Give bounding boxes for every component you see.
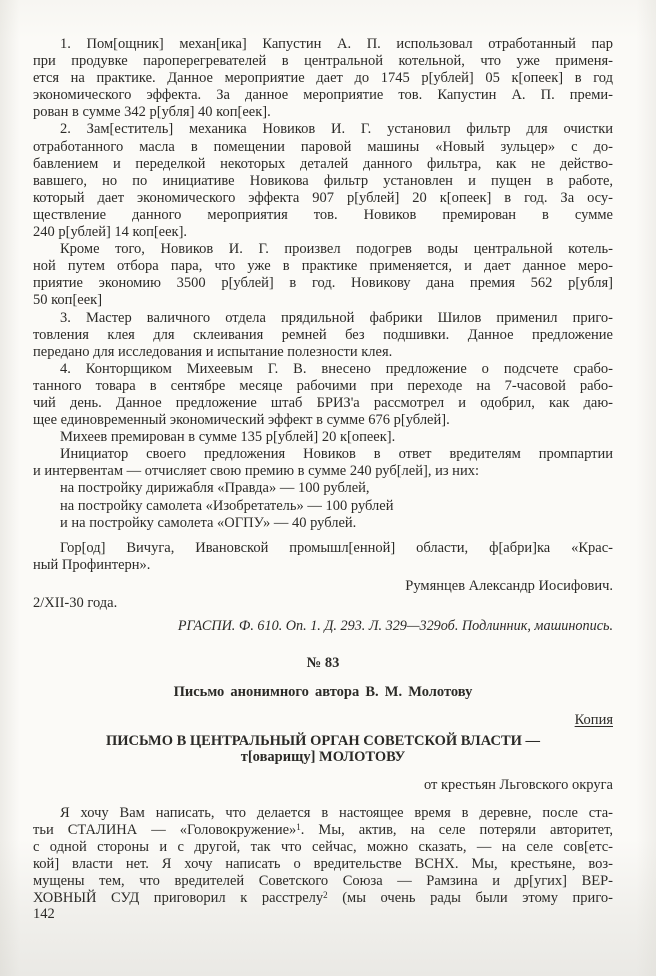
text-line: товления клея для склеивания ремней без подшивки. Данное предложение <box>33 326 613 343</box>
text-line: который дает экономического эффекта 907 р[ублей] 20 к[опеек] в год. За осу- <box>33 189 613 206</box>
doc-82-signature: Румянцев Александр Иосифович. <box>405 577 613 594</box>
item-1 <box>33 36 613 121</box>
page-number: 142 <box>33 906 55 922</box>
doc-83-heading-line1: ПИСЬМО В ЦЕНТРАЛЬНЫЙ ОРГАН СОВЕТСКОЙ ВЛАСТИ — <box>105 733 541 750</box>
text-line: рован в сумме 342 р[убля] 40 коп[еек]. <box>33 104 271 121</box>
text-line: экономического эффекта. За данное мероприятие тов. Капустин А. П. преми- <box>33 87 613 104</box>
doc-83-letter-body <box>33 805 613 908</box>
text-line: вавшего, но по инициативе Новикова фильтр установлен и пущен в работе, <box>33 172 613 189</box>
doc-83-copy-label: Копия <box>574 712 613 729</box>
text-line: мущены тем, что вредителей Советского Союза — Рамзина и др[угих] ВЕР- <box>33 872 613 889</box>
text-line: чий день. Данное предложение штаб БРИЗ'а рассмотрел и одобрил, как даю- <box>33 394 613 411</box>
text-line: на постройку дирижабля «Правда» — 100 рублей, <box>60 480 370 497</box>
doc-82-body <box>33 36 613 574</box>
doc-83-sender: от крестьян Льговского округа <box>423 777 613 794</box>
text-line: ной путем отбора пара, что уже в практике применяется, и дает данное меро- <box>33 258 613 275</box>
doc-83-title: Письмо анонимного автора В. М. Молотову <box>173 684 473 701</box>
text-line: 2. Зам[еститель] механика Новиков И. Г. установил фильтр для очистки <box>60 121 613 138</box>
text-line: 1. Пом[ощник] механ[ика] Капустин А. П. использовал отработанный пар <box>60 36 613 52</box>
footnote-ref: 2 <box>323 890 328 901</box>
paragraph-mikheev-premium <box>33 429 613 446</box>
paragraph-location <box>33 540 613 574</box>
text-line: кой] власти нет. Я хочу написать о вредительстве ВСНХ. Мы, крестьяне, воз- <box>33 855 613 872</box>
text-line: ществление данного мероприятия тов. Новиков премирован в сумме <box>33 206 613 223</box>
text-line: с одной стороны и с другой, так что сейчас, можно сказать, — на селе сов[етс- <box>33 838 613 855</box>
paragraph-novikov-extra <box>33 241 613 309</box>
text-line: Гор[од] Вичуга, Ивановской промышл[енной] области, ф[абри]ка «Крас- <box>60 539 613 556</box>
text-line: Михеев премирован в сумме 135 р[ублей] 20 к[опеек]. <box>60 429 396 446</box>
doc-82-date: 2/XII-30 года. <box>33 595 118 611</box>
text-line: Инициатор своего предложения Новиков в ответ вредителям промпартии <box>60 446 613 463</box>
text-line: тьи СТАЛИНА — «Головокружение»$^1$. Мы, актив, на селе потеряли авторитет, <box>33 821 613 838</box>
footnote-ref: 1 <box>296 821 301 832</box>
text-line: 240 р[ублей] 14 коп[еек]. <box>33 224 188 241</box>
paragraph-premium-donation <box>33 446 613 480</box>
doc-83-heading <box>33 733 613 765</box>
letter-opening <box>33 805 613 908</box>
text-line: 50 коп[еек] <box>33 292 103 309</box>
text-line: щее единовременный экономический эффект в сумме 676 р[ублей]. <box>33 412 450 429</box>
text-line: и на постройку самолета «ОГПУ» — 40 рублей. <box>60 514 357 531</box>
doc-83-number: № 83 <box>306 655 340 672</box>
text-line: бавлением и переделкой некоторых деталей данного фильтра, как не действо- <box>33 155 613 172</box>
text-line: Я хочу Вам написать, что делается в настоящее время в деревне, после ста- <box>60 804 613 821</box>
text-line: танного товара в сентябре месяце рабочими при переходе на 7-часовой рабо- <box>33 377 613 394</box>
item-2 <box>33 121 613 241</box>
text-line: отработанного масла в помещении паровой машины «Новый зульцер» с до- <box>33 138 613 155</box>
text-line: и интервентам — отчисляет свою премию в сумме 240 руб[лей], из них: <box>33 463 479 480</box>
donation-list <box>33 480 613 531</box>
text-line: 4. Конторщиком Михеевым Г. В. внесено предложение о подсчете срабо- <box>60 360 613 377</box>
text-line: на постройку самолета «Изобретатель» — 100 рублей <box>60 497 394 514</box>
text-line: ХОВНЫЙ СУД приговорил к расстрелу$^2$ (мы очень рады были этому приго- <box>33 890 613 907</box>
item-3 <box>33 310 613 361</box>
text-line: ется на практике. Данное мероприятие дает до 1745 р[ублей] 05 к[опеек] в год <box>33 70 613 87</box>
text-line: 3. Мастер валичного отдела прядильной фабрики Шилов применил приго- <box>60 309 613 326</box>
doc-82-archive-citation: РГАСПИ. Ф. 610. Оп. 1. Д. 293. Л. 329—329об. Подлинник, машинопись. <box>177 618 613 635</box>
text-line: приятие экономию 3500 р[ублей] в год. Новикову дана премия 562 р[убля] <box>33 275 613 292</box>
text-line: ный Профинтерн». <box>33 556 151 573</box>
doc-83-heading-line2: т[оварищу] МОЛОТОВУ <box>240 749 406 766</box>
item-4 <box>33 361 613 429</box>
text-line: Кроме того, Новиков И. Г. произвел подогрев воды центральной котель- <box>60 241 613 258</box>
text-line: при продувке пароперегревателей в центральной котельной, что уже применя- <box>33 53 613 70</box>
doc-83-copy-label-row <box>33 712 613 729</box>
text-line: передано для исследования и испытание полезности клея. <box>33 343 393 360</box>
